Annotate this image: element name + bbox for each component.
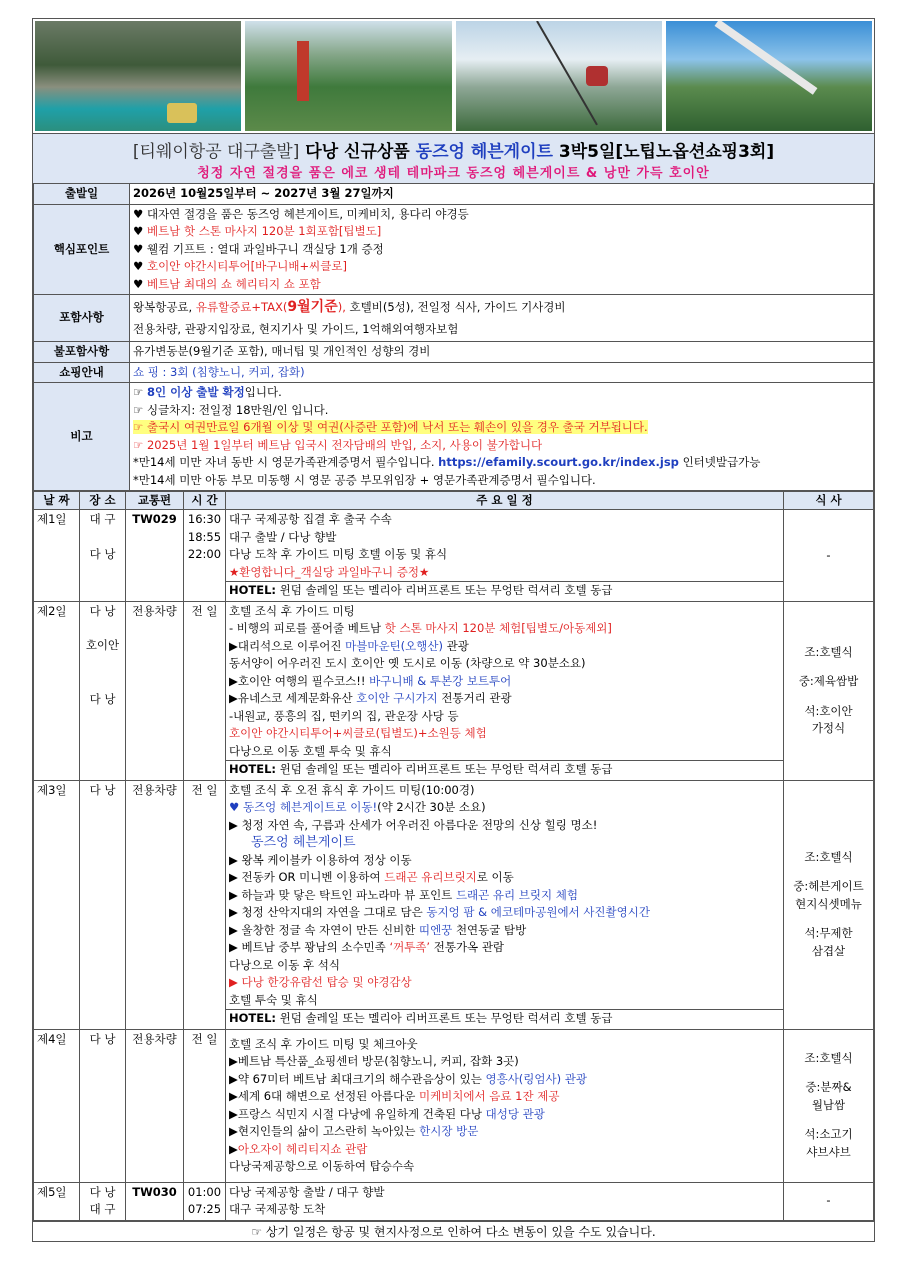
day2-line: 동서양이 어우러진 도시 호이안 옛 도시로 이동 (차량으로 약 30분소요)	[229, 656, 586, 670]
header-meal: 식 사	[784, 492, 874, 510]
day5-t2: 07:25	[187, 1202, 222, 1216]
day4-label: 제4일	[34, 1029, 80, 1182]
day3-highlight: 동지엉 팜 & 에코테마공원에서 사진촬영시간	[426, 905, 650, 919]
note-icon: ☞	[133, 385, 147, 399]
day2-schedule	[226, 601, 784, 780]
key-point-3: 웰컴 기프트 : 열대 과일바구니 객실당 1개 증정	[146, 241, 384, 256]
day4-highlight: 한시장 방문	[419, 1124, 479, 1138]
cable-car-photo	[456, 21, 662, 131]
incl-fuel: 유류할증료+TAX(	[195, 300, 288, 314]
page-title	[33, 137, 874, 162]
meal-item: 삼겹살	[811, 943, 846, 958]
day4-time: 전 일	[184, 1029, 226, 1182]
title-name1: 다낭 신규상품	[305, 142, 410, 162]
excluded-label: 불포함사항	[34, 342, 130, 363]
day3-line: 로 이동	[476, 870, 514, 884]
day4-meal	[784, 1029, 874, 1182]
day4-line: ▶현지인들의 삶이 고스란히 녹아있는	[229, 1124, 420, 1138]
page-subtitle: 청정 자연 절경을 품은 에코 생테 테마파크 동즈엉 헤븐게이트 & 낭만 가득 호이안	[197, 166, 710, 181]
day2-line: 호이안 야간시티투어+씨클로(팁별도)+소원등 체험	[229, 726, 487, 740]
day5-label: 제5일	[34, 1182, 80, 1220]
day1-line: 다낭 도착 후 가이드 미팅 호텔 이동 및 휴식	[229, 547, 448, 561]
incl-basis: 9월기준	[287, 299, 338, 315]
day1-line: 대구 출발 / 다낭 향발	[229, 529, 337, 544]
incl-text: 왕복항공료,	[133, 300, 196, 314]
meal-item: 가정식	[811, 721, 846, 735]
hotel-label: HOTEL:	[229, 583, 277, 597]
meal-item: 중:제육쌈밥	[798, 674, 859, 688]
day2-line: ▶대리석으로 이루어진	[229, 638, 346, 653]
karst-lake-photo	[35, 21, 241, 131]
day3-line: 호텔 조식 후 오전 휴식 후 가이드 미팅(10:00경)	[229, 782, 475, 797]
info-table	[33, 183, 874, 491]
day1-t1: 16:30	[187, 512, 222, 526]
itinerary-document	[32, 18, 875, 1242]
day1-times	[184, 510, 226, 602]
day5-place2: 대 구	[89, 1202, 116, 1216]
included	[130, 295, 874, 342]
day2-highlight: 바구니배 & 투본강 보트투어	[369, 673, 512, 688]
header-place: 장 소	[80, 492, 126, 510]
hotel-text: 윈덤 솔레일 또는 멜리아 리버프론트 또는 무엉탄 럭셔리 호텔 동급	[276, 1011, 613, 1025]
day3-line: ▶ 왕복 케이블카 이용하여 정상 이동	[229, 852, 412, 867]
bridge-shape	[714, 21, 817, 95]
day4-schedule	[226, 1029, 784, 1182]
title-prefix: [티웨이항공 대구출발]	[132, 142, 300, 162]
day3-label: 제3일	[34, 780, 80, 1029]
title-bar	[33, 133, 874, 183]
day1-row	[34, 510, 874, 602]
day3-time: 전 일	[184, 780, 226, 1029]
heart-icon: ♥	[229, 800, 243, 814]
depart-label: 출발일	[34, 184, 130, 205]
day5-place	[80, 1182, 126, 1220]
day3-line: ▶ 전동카 OR 미니벤 이용하여	[229, 870, 385, 884]
day1-place1: 대 구	[89, 512, 116, 526]
key-points-label: 핵심포인트	[34, 204, 130, 295]
pagoda-shape	[297, 41, 309, 101]
efamily-link[interactable]: https://efamily.scourt.go.kr/index.jsp	[438, 455, 679, 469]
day2-line: 관광	[443, 638, 469, 653]
note-2: ☞ 싱글차지: 전일정 18만원/인 입니다.	[133, 402, 329, 417]
excluded: 유가변동분(9월기준 포함), 매너팁 및 개인적인 성향의 경비	[130, 342, 874, 363]
day1-label: 제1일	[34, 510, 80, 602]
meal-item: 석:소고기	[804, 1127, 853, 1142]
meal-item: 석:무제한	[804, 926, 853, 941]
day3-line: 다낭으로 이동 후 석식	[229, 957, 340, 972]
day5-place1: 다 낭	[89, 1184, 116, 1199]
day1-line: ★환영합니다_객실당 과일바구니 증정★	[229, 564, 430, 579]
day3-meal	[784, 780, 874, 1029]
key-point-4: 호이안 야간시티투어[바구니배+씨클로]	[146, 259, 347, 273]
day2-place	[80, 601, 126, 780]
gondola-shape	[586, 66, 608, 86]
day3-highlight: 드래곤 유리브릿지	[384, 870, 477, 884]
day2-hotel	[226, 760, 783, 779]
meal-item: 중:헤븐게이트	[793, 879, 864, 894]
glass-bridge-photo	[666, 21, 872, 131]
footer-note: ☞ 상기 일정은 항공 및 현지사정으로 인하여 다소 변동이 있을 수도 있습니다.	[33, 1221, 874, 1241]
bus-shape	[167, 103, 197, 123]
note-6: *만14세 미만 아동 부모 미동행 시 영문 공증 부모위임장 + 영문가족관계증명서 필수입니다.	[133, 472, 596, 487]
day2-line: ▶호이안 여행의 필수코스!!	[229, 673, 370, 688]
day2-place2: 호이안	[85, 638, 120, 652]
day2-line: ▶유네스코 세계문화유산	[229, 691, 357, 705]
day3-highlight: 다낭 한강유람선 탑승 및 야경감상	[241, 975, 412, 989]
pagoda-photo	[245, 21, 451, 131]
day4-line: ▶약 67미터 베트남 최대크기의 해수관음상이 있는	[229, 1071, 486, 1086]
day2-line: 다낭으로 이동 호텔 투숙 및 휴식	[229, 743, 392, 758]
day5-transport: TW030	[126, 1182, 184, 1220]
day3-line: 천연동굴 탐방	[452, 922, 527, 937]
day2-time: 전 일	[184, 601, 226, 780]
day1-meal: -	[784, 510, 874, 602]
meal-item: 샤브샤브	[806, 1144, 851, 1159]
day3-hotel	[226, 1009, 783, 1028]
shopping: 쇼 핑 : 3회 (침향노니, 커피, 잡화)	[130, 362, 874, 383]
day5-line: 다낭 국제공항 출발 / 대구 향발	[229, 1184, 385, 1199]
day1-place2: 다 낭	[89, 547, 116, 561]
day3-schedule	[226, 780, 784, 1029]
incl-rest: 호텔비(5성), 전일정 식사, 가이드 기사경비	[345, 300, 566, 314]
day2-line: - 비행의 피로를 풀어줄 베트남	[229, 621, 385, 635]
day1-schedule	[226, 510, 784, 602]
day2-highlight: 마블마운틴(오행산)	[345, 638, 443, 653]
key-point-5: 베트남 최대의 쇼 헤리티지 쇼 포함	[146, 276, 321, 291]
day3-line: ▶ 베트남 중부 꽝남의 소수민족	[229, 940, 390, 954]
title-suffix: 3박5일[노팁노옵션쇼핑3회]	[558, 142, 775, 162]
meal-item: 중:분짜&	[805, 1080, 852, 1095]
incl-close: ),	[337, 300, 346, 314]
day5-schedule	[226, 1182, 784, 1220]
day4-place: 다 낭	[80, 1029, 126, 1182]
notes-label: 비고	[34, 383, 130, 491]
day2-label: 제2일	[34, 601, 80, 780]
hotel-label: HOTEL:	[229, 1011, 277, 1025]
day3-highlight: ‘꺼투족’	[389, 940, 431, 954]
day1-t3: 22:00	[187, 547, 222, 561]
day1-transport: TW029	[126, 510, 184, 602]
day4-highlight: 미케비치에서 음료 1잔 제공	[418, 1089, 560, 1103]
day4-highlight: 아오자이 헤리티지쇼 관람	[237, 1141, 368, 1156]
day4-line: 다낭국제공항으로 이동하여 탑승수속	[229, 1159, 415, 1173]
day3-line: ▶ 청정 산악지대의 자연을 그대로 담은	[229, 905, 427, 919]
day3-highlight: 드래곤 유리 브릿지 체험	[455, 887, 579, 902]
note-3: ☞ 출국시 여권만료일 6개월 이상 및 여권(사증란 포함)에 낙서 또는 훼손이 있을 경우 출국 거부됩니다.	[133, 420, 648, 434]
key-points: ♥ 대자연 절경을 품은 동즈엉 헤븐게이트, 미케비치, 용다리 야경등 ♥ 베트남 핫 스톤 마사지 120분 1회포함[팁별도] ♥ 웰컴 기프트 : 열대 과일바구니 객실당 1개 증정 ♥ 호이안 야간시티투어[바구니배+씨클로] ♥ 베트남 최대의 쇼 헤리티지 쇼 포함	[130, 204, 874, 295]
key-point-2: 베트남 핫 스톤 마사지 120분 1회포함[팁별도]	[146, 224, 382, 238]
day2-place3: 다 낭	[89, 691, 116, 706]
day4-highlight: 대성당 관광	[485, 1106, 545, 1121]
day5-meal: -	[784, 1182, 874, 1220]
notes	[130, 383, 874, 491]
day4-line: 호텔 조식 후 가이드 미팅 및 체크아웃	[229, 1036, 418, 1051]
day3-place: 다 낭	[80, 780, 126, 1029]
key-point-1: 대자연 절경을 품은 동즈엉 헤븐게이트, 미케비치, 용다리 야경등	[146, 206, 469, 221]
day2-transport: 전용차량	[126, 601, 184, 780]
header-time: 시 간	[184, 492, 226, 510]
day5-row	[34, 1182, 874, 1220]
schedule-table	[33, 491, 874, 1221]
note-5-rest: 인터넷발급가능	[678, 455, 761, 469]
day1-t2: 18:55	[187, 529, 222, 544]
meal-item: 석:호이안	[804, 703, 853, 718]
day3-line: (약 2시간 30분 소요)	[377, 800, 486, 814]
photo-strip	[33, 19, 874, 133]
day5-t1: 01:00	[187, 1184, 222, 1199]
day2-place1: 다 낭	[89, 603, 116, 618]
hotel-label: HOTEL:	[229, 762, 277, 776]
day3-line: ▶ 청정 자연 속, 구름과 산세가 어우러진 아름다운 전망의 신상 힐링 명소!	[229, 817, 598, 832]
day2-highlight: 호이안 구시가지	[356, 691, 438, 705]
day2-line: 호텔 조식 후 가이드 미팅	[229, 603, 355, 618]
day4-row	[34, 1029, 874, 1182]
incl-line2: 전용차량, 관광지입장료, 현지기사 및 가이드, 1억해외여행자보험	[133, 322, 459, 336]
day4-line: ▶	[229, 1141, 238, 1156]
day2-highlight: 핫 스톤 마사지 120분 체험[팁별도/아동제외]	[384, 621, 612, 635]
day4-line: ▶프랑스 식민지 시절 다낭에 유일하게 건축된 다낭	[229, 1106, 486, 1121]
meal-item: 조:호텔식	[804, 849, 853, 864]
day2-line: 전통거리 관광	[437, 691, 512, 705]
day3-row	[34, 780, 874, 1029]
day1-hotel	[226, 581, 783, 600]
meal-item: 월남쌈	[811, 1097, 846, 1112]
header-schedule: 주 요 일 정	[226, 492, 784, 510]
day5-times	[184, 1182, 226, 1220]
day3-highlight: 동즈엉 헤븐게이트로 이동!	[242, 800, 378, 814]
depart-value: 2026년 10월25일부터 ~ 2027년 3월 27일까지	[130, 184, 874, 205]
day2-meal	[784, 601, 874, 780]
note-1-rest: 입니다.	[244, 385, 282, 399]
header-transport: 교통편	[126, 492, 184, 510]
day3-line: 호텔 투숙 및 휴식	[229, 992, 318, 1007]
hotel-text: 윈덤 솔레일 또는 멜리아 리버프론트 또는 무엉탄 럭셔리 호텔 동급	[276, 762, 613, 776]
note-5: *만14세 미만 자녀 동반 시 영문가족관계증명서 필수입니다.	[133, 455, 439, 469]
day2-row	[34, 601, 874, 780]
day4-line: ▶베트남 특산품_쇼핑센터 방문(침향노니, 커피, 잡화 3곳)	[229, 1054, 519, 1068]
day1-place	[80, 510, 126, 602]
day4-highlight: 영흥사(링엄사) 관광	[485, 1071, 587, 1086]
day4-line: ▶세계 6대 해변으로 선정된 아름다운	[229, 1089, 419, 1103]
meal-item: 조:호텔식	[804, 644, 853, 659]
hotel-text: 윈덤 솔레일 또는 멜리아 리버프론트 또는 무엉탄 럭셔리 호텔 동급	[276, 583, 613, 597]
day3-highlight: 띠엔꿍	[418, 922, 453, 937]
title-name2: 동즈엉 헤븐게이트	[415, 142, 553, 162]
shopping-label: 쇼핑안내	[34, 362, 130, 383]
note-1-bold: 8인 이상 출발 확정	[146, 385, 245, 399]
included-label: 포함사항	[34, 295, 130, 342]
day4-transport: 전용차량	[126, 1029, 184, 1182]
day3-line: ▶ 하늘과 맞 닿은 탁트인 파노라마 뷰 포인트	[229, 887, 456, 902]
day3-highlight: 동즈엉 헤븐게이트	[251, 835, 356, 850]
day3-transport: 전용차량	[126, 780, 184, 1029]
day3-line: ▶ 울창한 정글 속 자연이 만든 신비한	[229, 922, 419, 937]
day3-line: 전통가옥 관람	[430, 940, 505, 954]
day3-line: ▶	[229, 975, 242, 989]
day1-line: 대구 국제공항 집결 후 출국 수속	[229, 512, 392, 526]
header-date: 날 짜	[34, 492, 80, 510]
day5-line: 대구 국제공항 도착	[229, 1202, 326, 1216]
meal-item: 현지식셋메뉴	[795, 896, 862, 911]
note-4: ☞ 2025년 1월 1일부터 베트남 입국시 전자담배의 반입, 소지, 사용이 불가합니다	[133, 437, 543, 452]
day2-line: -내원교, 풍흥의 집, 떤키의 집, 관운장 사당 등	[229, 708, 459, 723]
meal-item: 조:호텔식	[804, 1050, 853, 1065]
